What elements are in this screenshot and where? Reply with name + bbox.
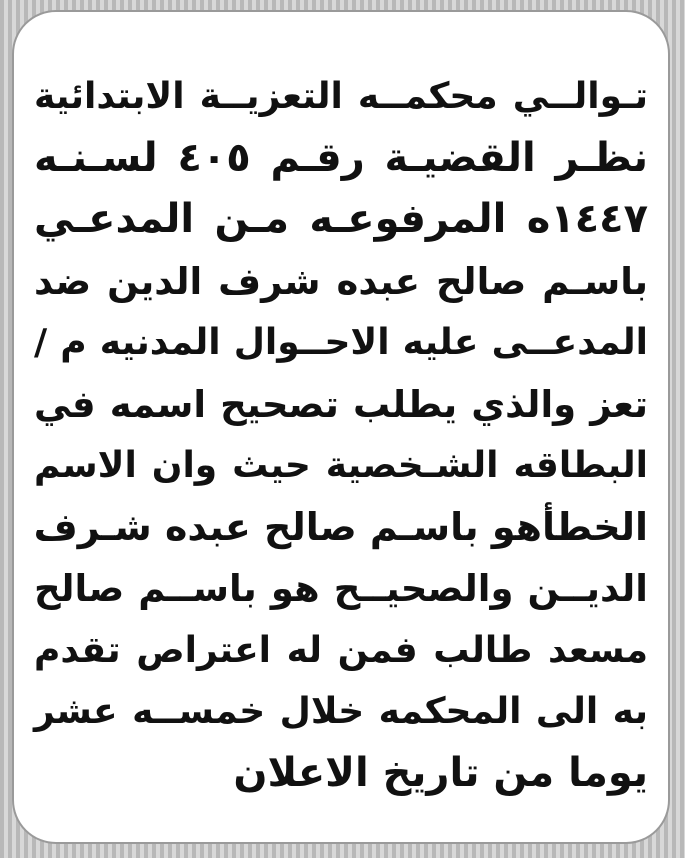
notice-line: باسـم صالح عبده شرف الدين ضد [34,259,648,303]
notice-line: مسعد طالب فمن له اعتراص تقدم [34,629,648,671]
notice-line: الديــن والصحيــح هو باســم صالح [34,567,648,610]
notice-card [12,10,670,844]
notice-line: به الى المحكمه خلال خمســه عشر [34,691,648,732]
notice-text [34,66,648,804]
notice-line: ١٤٤٧ه المرفوعـه مـن المدعـي [34,196,648,242]
notice-line: تـوالــي محكمــه التعزيــة الابتدائية [34,76,648,117]
notice-line-last: يوما من تاريخ الاعلان [233,749,648,796]
notice-line: البطاقه الشـخصية حيث وان الاسم [34,445,648,486]
notice-line: المدعــى عليه الاحــوال المدنيه م / [34,322,648,363]
notice-line: نظـر القضيـة رقـم ٤٠٥ لسـنـه [34,134,649,181]
notice-line: الخطأهو باسـم صالح عبده شـرف [33,504,648,549]
notice-line: تعز والذي يطلب تصحيح اسمه في [34,382,648,426]
